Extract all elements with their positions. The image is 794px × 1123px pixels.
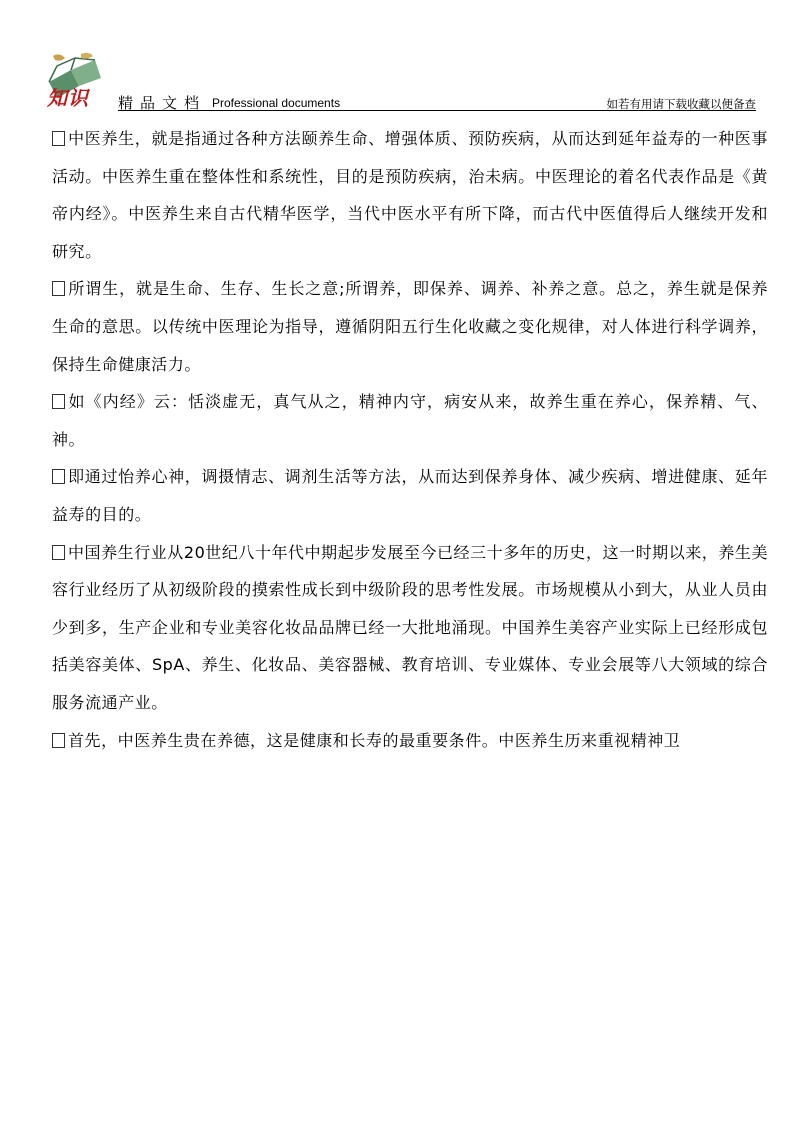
paragraph-text: 中医养生，就是指通过各种方法颐养生命、增强体质、预防疾病，从而达到延年益寿的一种医事活动。中医养生重在整体性和系统性，目的是预防疾病，治未病。中医理论的着名代表作品是《黄帝内经》。中医养生来自古代精华医学，当代中医水平有所下降，而古代中医值得后人继续开发和研究。	[52, 129, 768, 261]
page-header	[0, 0, 794, 115]
paragraph-text: 中国养生行业从20世纪八十年代中期起步发展至今已经三十多年的历史，这一时期以来，养生美容行业经历了从初级阶段的摸索性成长到中级阶段的思考性发展。市场规模从小到大，从业人员由少到多，生产企业和专业美容化妆品品牌已经一大批地涌现。中国养生美容产业实际上已经形成包括美容美体、SpA、养生、化妆品、美容器械、教育培训、专业媒体、专业会展等八大领域的综合服务流通产业。	[52, 542, 769, 712]
paragraph	[52, 120, 768, 270]
paragraph-text: 即通过怡养心神，调摄情志、调剂生活等方法，从而达到保养身体、减少疾病、增进健康、延年益寿的目的。	[52, 467, 768, 524]
bullet-box-icon	[52, 131, 65, 146]
paragraph-text: 所谓生，就是生命、生存、生长之意;所谓养，即保养、调养、补养之意。总之，养生就是保养生命的意思。以传统中医理论为指导，遵循阴阳五行生化收藏之变化规律，对人体进行科学调养，保持生命健康活力。	[52, 279, 768, 374]
paragraph-text: 首先，中医养生贵在养德，这是健康和长寿的最重要条件。中医养生历来重视精神卫	[68, 730, 681, 750]
paragraph	[52, 383, 768, 458]
header-divider	[118, 110, 756, 111]
paragraph-text: 如《内经》云：恬淡虚无，真气从之，精神内守，病安从来，故养生重在养心，保养精、气、神。	[52, 392, 768, 449]
brand-title: 精品文档	[118, 94, 207, 112]
paragraph	[52, 534, 768, 722]
brand-subtitle: Professional documents	[212, 96, 341, 110]
bullet-box-icon	[52, 733, 65, 748]
paragraph	[52, 458, 768, 533]
paragraph	[52, 722, 768, 760]
logo-text: 知识	[47, 86, 89, 110]
document-body	[52, 120, 768, 759]
header-tagline: 如若有用请下载收藏以便备查	[606, 97, 756, 111]
bullet-box-icon	[52, 281, 65, 296]
bullet-box-icon	[52, 469, 65, 484]
paragraph	[52, 270, 768, 383]
bullet-box-icon	[52, 545, 65, 560]
bullet-box-icon	[52, 394, 65, 409]
